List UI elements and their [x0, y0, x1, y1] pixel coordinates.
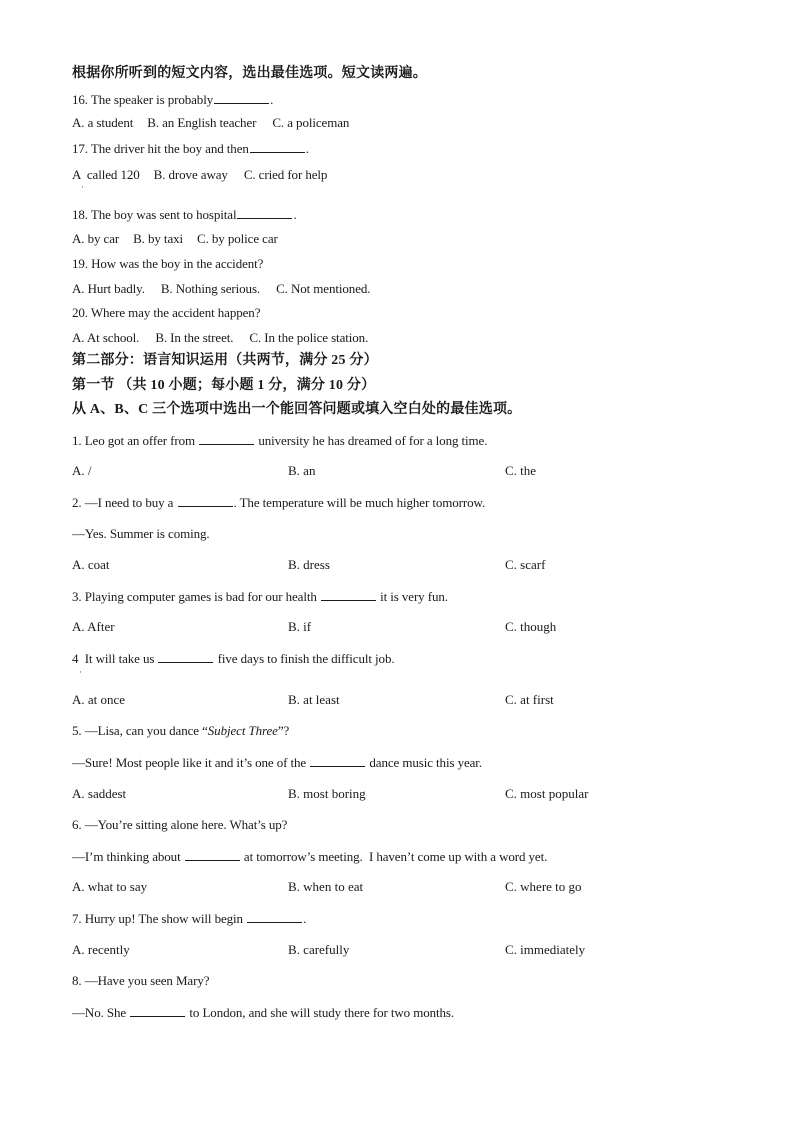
mcq-6-option-b: B. when to eat: [288, 879, 364, 894]
part2-instruction: 从 A、B、C 三个选项中选出一个能回答问题或填入空白处的最佳选项。: [72, 402, 522, 417]
mcq-7-option-b: B. carefully: [288, 942, 350, 957]
mcq-7: 7. Hurry up! The show will begin .: [72, 911, 307, 926]
mcq-5-option-c: C. most popular: [505, 786, 589, 801]
mcq-3-option-b: B. if: [288, 619, 312, 634]
stray-dot: ·: [79, 667, 82, 677]
mcq-1-option-c: C. the: [505, 463, 537, 478]
mcq-4-option-b: B. at least: [288, 692, 340, 707]
part2-title: 第二部分：语言知识运用（共两节，满分 25 分）: [72, 353, 378, 368]
option-c: C. by police car: [197, 231, 278, 246]
option-b: B. drove away: [153, 167, 228, 182]
option-b: B. an English teacher: [147, 115, 257, 130]
mcq-2-reply: —Yes. Summer is coming.: [72, 526, 210, 541]
mcq-1-option-a: A. /: [72, 463, 92, 478]
option-c: C. Not mentioned.: [276, 281, 371, 296]
section1-title: 第一节 （共 10 小题；每小题 1 分，满分 10 分）: [72, 378, 376, 393]
answer-blank: [178, 494, 233, 507]
mcq-6: 6. —You’re sitting alone here. What’s up?: [72, 817, 288, 832]
question-20-options: [72, 330, 368, 346]
answer-blank: [158, 650, 213, 663]
mcq-8-reply: —No. She to London, and she will study there for two months.: [72, 1005, 455, 1020]
answer-blank: [321, 588, 376, 601]
mcq-6-option-c: C. where to go: [505, 879, 582, 894]
mcq-3-option-a: A. After: [72, 619, 115, 634]
mcq-5: 5. —Lisa, can you dance “Subject Three”?: [72, 723, 290, 738]
answer-blank: [250, 140, 305, 153]
question-19-options: [72, 281, 370, 297]
mcq-4: 4 It will take us five days to finish the difficult job.: [72, 651, 395, 666]
question-20: 20. Where may the accident happen?: [72, 305, 261, 320]
option-b: B. Nothing serious.: [160, 281, 261, 296]
question-18-options: [72, 231, 278, 247]
mcq-2-option-c: C. scarf: [505, 557, 546, 572]
answer-blank: [199, 432, 254, 445]
mcq-7-option-a: A. recently: [72, 942, 130, 957]
question-16: 16. The speaker is probably .: [72, 92, 274, 107]
mcq-2-option-a: A. coat: [72, 557, 110, 572]
stray-dot: ·: [81, 182, 84, 192]
mcq-5-option-a: A. saddest: [72, 786, 127, 801]
answer-blank: [247, 910, 302, 923]
answer-blank: [310, 754, 365, 767]
mcq-1-option-b: B. an: [288, 463, 316, 478]
option-c: C. a policeman: [272, 115, 350, 130]
mcq-4-option-c: C. at first: [505, 692, 554, 707]
option-b: B. In the street.: [155, 330, 234, 345]
mcq-8: 8. —Have you seen Mary?: [72, 973, 210, 988]
mcq-6-reply: —I’m thinking about at tomorrow’s meeting. I haven’t come up with a word yet.: [72, 849, 548, 864]
listening-instruction: 根据你所听到的短文内容，选出最佳选项。短文读两遍。: [72, 66, 427, 81]
question-17-options: [72, 167, 327, 183]
option-b: B. by taxi: [133, 231, 184, 246]
mcq-3: 3. Playing computer games is bad for our health it is very fun.: [72, 589, 448, 604]
answer-blank: [237, 206, 292, 219]
song-title: Subject Three: [207, 723, 278, 738]
question-18: 18. The boy was sent to hospital .: [72, 207, 297, 222]
mcq-1: 1. Leo got an offer from university he has dreamed of for a long time.: [72, 433, 488, 448]
mcq-7-option-c: C. immediately: [505, 942, 586, 957]
mcq-2: 2. —I need to buy a . The temperature will be much higher tomorrow.: [72, 495, 486, 510]
option-a: A called 120: [72, 167, 140, 182]
mcq-3-option-c: C. though: [505, 619, 557, 634]
option-a: A. by car: [72, 231, 120, 246]
option-a: A. Hurt badly.: [72, 281, 145, 296]
mcq-6-option-a: A. what to say: [72, 879, 148, 894]
question-19: 19. How was the boy in the accident?: [72, 256, 264, 271]
question-16-options: [72, 115, 349, 131]
answer-blank: [185, 848, 240, 861]
mcq-5-option-b: B. most boring: [288, 786, 366, 801]
mcq-4-option-a: A. at once: [72, 692, 126, 707]
option-a: A. a student: [72, 115, 134, 130]
answer-blank: [130, 1004, 185, 1017]
mcq-2-option-b: B. dress: [288, 557, 330, 572]
answer-blank: [214, 91, 269, 104]
option-c: C. cried for help: [243, 167, 328, 182]
mcq-5-reply: —Sure! Most people like it and it’s one of the dance music this year.: [72, 755, 482, 770]
question-17: 17. The driver hit the boy and then .: [72, 141, 309, 156]
option-a: A. At school.: [72, 330, 140, 345]
option-c: C. In the police station.: [249, 330, 369, 345]
